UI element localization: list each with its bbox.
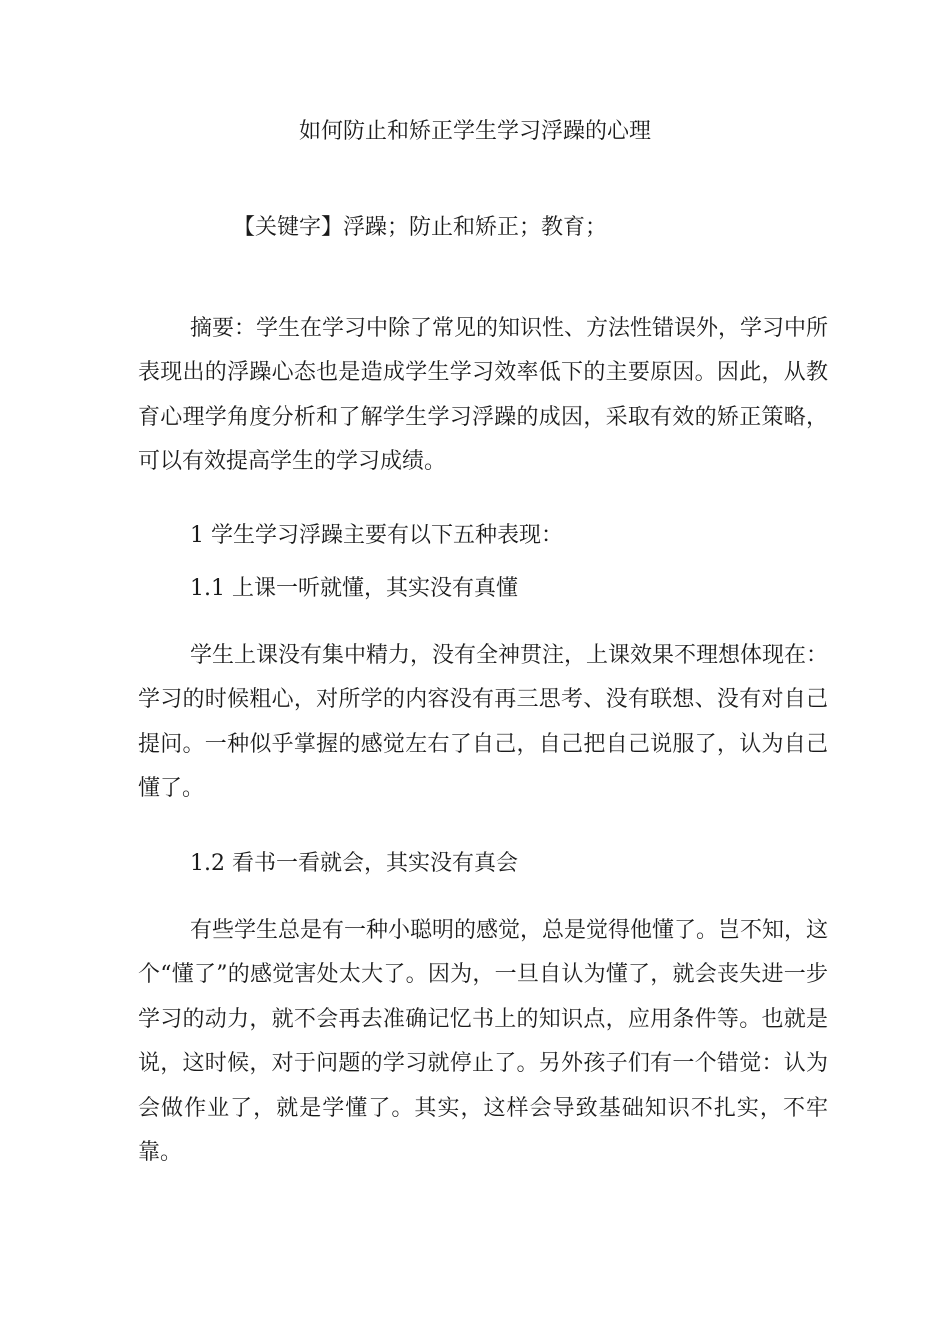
section-1-2-paragraph: 有些学生总是有一种小聪明的感觉，总是觉得他懂了。岂不知，这个“懂了”的感觉害处太大了。因为，一旦自认为懂了，就会丧失进一步学习的动力，就不会再去准确记忆书上的知识点，应用条件等。也就是说，这时候，对于问题的学习就停止了。另外孩子们有一个错觉：认为会做作业了，就是学懂了。其实，这样会导致基础知识不扎实，不牢靠。 (138, 918, 829, 1166)
section-1-1-heading: 1.1 上课一听就懂，其实没有真懂 (190, 576, 518, 601)
section-1-1-paragraph: 学生上课没有集中精力，没有全神贯注，上课效果不理想体现在：学习的时候粗心，对所学的内容没有再三思考、没有联想、没有对自己提问。一种似乎掌握的感觉左右了自己，自己把自己说服了，认为自己懂了。 (138, 643, 829, 802)
keywords-line: 【关键字】浮躁；防止和矫正；教育； (233, 215, 608, 240)
abstract-paragraph: 摘要：学生在学习中除了常见的知识性、方法性错误外，学习中所表现出的浮躁心态也是造成学生学习效率低下的主要原因。因此，从教育心理学角度分析和了解学生学习浮躁的成因，采取有效的矫正策略，可以有效提高学生的学习成绩。 (138, 316, 829, 475)
section-1-2-heading: 1.2 看书一看就会，其实没有真会 (190, 851, 518, 876)
document-title: 如何防止和矫正学生学习浮躁的心理 (298, 119, 651, 144)
section-1-heading: 1 学生学习浮躁主要有以下五种表现： (190, 523, 563, 548)
